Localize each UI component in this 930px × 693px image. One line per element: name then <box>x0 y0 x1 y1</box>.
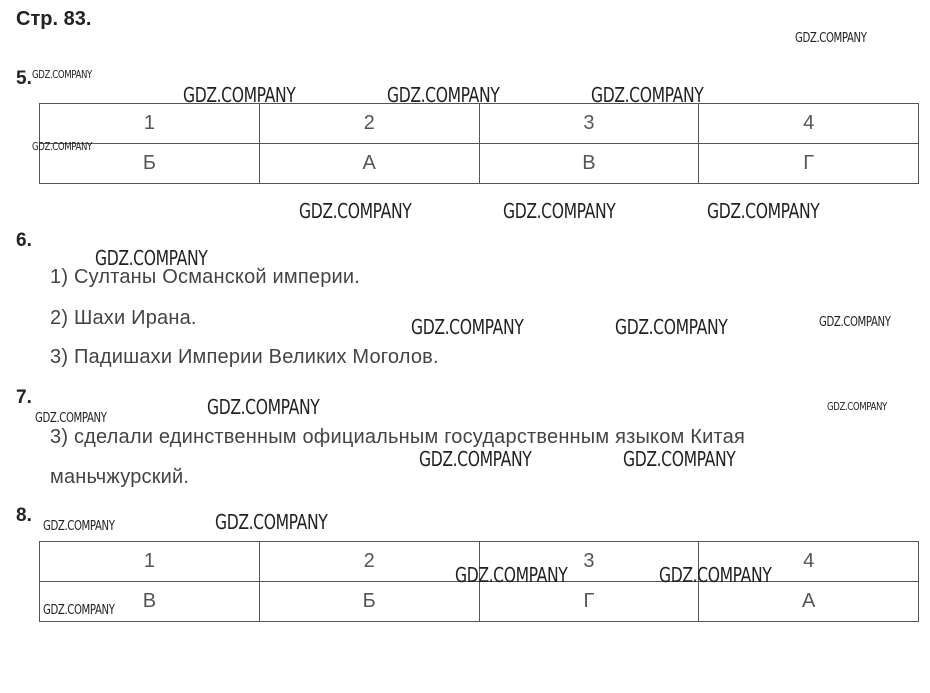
watermark: GDZ.COMPANY <box>299 199 412 223</box>
table-header-cell: 2 <box>259 542 479 582</box>
watermark: GDZ.COMPANY <box>387 83 500 107</box>
watermark: GDZ.COMPANY <box>591 83 704 107</box>
watermark: GDZ.COMPANY <box>215 510 328 534</box>
task-5-number: 5. <box>16 68 32 89</box>
watermark: GDZ.COMPANY <box>623 447 736 471</box>
table-header-cell: 4 <box>699 542 919 582</box>
watermark: GDZ.COMPANY <box>795 31 867 46</box>
task-7-number: 7. <box>16 387 32 408</box>
table-cell: Г <box>699 144 919 184</box>
table-header-cell: 2 <box>259 104 479 144</box>
table-cell: В <box>40 582 260 622</box>
table-header-cell: 3 <box>479 542 699 582</box>
task-5-table <box>39 103 919 184</box>
watermark: GDZ.COMPANY <box>615 315 728 339</box>
watermark: GDZ.COMPANY <box>43 603 115 618</box>
table-cell: Г <box>479 582 699 622</box>
table-cell: В <box>479 144 699 184</box>
watermark: GDZ.COMPANY <box>503 199 616 223</box>
watermark: GDZ.COMPANY <box>659 563 772 587</box>
watermark: GDZ.COMPANY <box>32 140 92 153</box>
watermark: GDZ.COMPANY <box>455 563 568 587</box>
watermark: GDZ.COMPANY <box>207 395 320 419</box>
table-header-cell: 1 <box>40 104 260 144</box>
watermark: GDZ.COMPANY <box>707 199 820 223</box>
watermark: GDZ.COMPANY <box>35 411 107 426</box>
page-title: Стр. 83. <box>16 8 92 30</box>
watermark: GDZ.COMPANY <box>819 315 891 330</box>
watermark: GDZ.COMPANY <box>95 246 208 270</box>
task-6-number: 6. <box>16 230 32 251</box>
table-cell: А <box>699 582 919 622</box>
task-6-line-3: 3) Падишахи Империи Великих Моголов. <box>50 346 439 368</box>
task-7-line-1: 3) сделали единственным официальным государственным языком Китая <box>50 426 745 448</box>
task-6-line-2: 2) Шахи Ирана. <box>50 307 197 329</box>
task-7-line-2: маньчжурский. <box>50 466 190 488</box>
task-8-number: 8. <box>16 505 32 526</box>
table-cell: А <box>259 144 479 184</box>
table-header-cell: 3 <box>479 104 699 144</box>
table-header-row <box>40 104 919 144</box>
table-cell: Б <box>259 582 479 622</box>
table-header-cell: 4 <box>699 104 919 144</box>
table-cell: Б <box>40 144 260 184</box>
task-6-line-1: 1) Султаны Османской империи. <box>50 266 361 288</box>
watermark: GDZ.COMPANY <box>32 68 92 81</box>
table-header-cell: 1 <box>40 542 260 582</box>
watermark: GDZ.COMPANY <box>43 519 115 534</box>
watermark: GDZ.COMPANY <box>419 447 532 471</box>
table-row <box>40 144 919 184</box>
watermark: GDZ.COMPANY <box>827 400 887 413</box>
watermark: GDZ.COMPANY <box>411 315 524 339</box>
watermark: GDZ.COMPANY <box>183 83 296 107</box>
table-row <box>40 582 919 622</box>
